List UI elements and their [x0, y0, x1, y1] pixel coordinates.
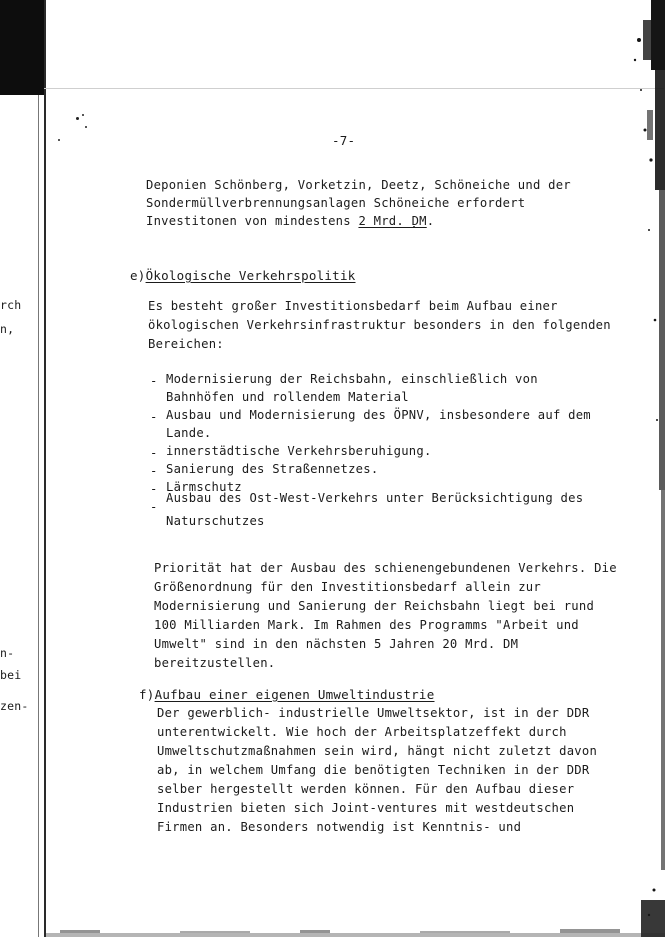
- page-edge-line: [38, 95, 39, 937]
- text-line: selber hergestellt werden können. Für den Aufbau dieser: [157, 782, 575, 796]
- list-item-line: Naturschutzes: [166, 514, 265, 528]
- text-line: Umweltschutzmaßnahmen sein wird, hängt nicht zuletzt davon: [157, 744, 598, 758]
- scan-fold-line: [44, 88, 664, 89]
- text-line: Sondermüllverbrennungsanlagen Schöneiche erfordert: [146, 196, 526, 210]
- bullet-marker: -: [150, 482, 158, 496]
- list-item-line: Ausbau des Ost-West-Verkehrs unter Berücksichtigung des: [166, 491, 584, 505]
- section-title: Aufbau einer eigenen Umweltindustrie: [154, 687, 435, 702]
- text-line: unterentwickelt. Wie hoch der Arbeitsplatzeffekt durch: [157, 725, 567, 739]
- bullet-marker: -: [150, 374, 158, 388]
- text-line: bereitzustellen.: [154, 656, 276, 670]
- text-line: Größenordnung für den Investitionsbedarf allein zur: [154, 580, 541, 594]
- text-run: .: [426, 214, 435, 228]
- scan-shadow: [0, 0, 44, 95]
- margin-fragment: bei: [0, 668, 22, 682]
- text-line: Der gewerblich- industrielle Umweltsektor, ist in der DDR: [157, 706, 590, 720]
- page-number: -7-: [332, 133, 356, 148]
- scan-speck: [82, 114, 84, 116]
- margin-fragment: n-: [0, 646, 15, 660]
- bullet-marker: -: [150, 500, 158, 514]
- section-heading: [130, 269, 356, 283]
- margin-fragment: n,: [0, 322, 15, 336]
- text-line: Firmen an. Besonders notwendig ist Kenntnis- und: [157, 820, 522, 834]
- text-line: ab, in welchem Umfang die benötigten Techniken in der DDR: [157, 763, 590, 777]
- text-line: Bereichen:: [148, 337, 224, 351]
- list-item-line: innerstädtische Verkehrsberuhigung.: [166, 444, 432, 458]
- list-item-line: Lärmschutz: [166, 480, 242, 494]
- investment-amount: 2 Mrd. DM: [358, 214, 427, 228]
- list-item-line: Modernisierung der Reichsbahn, einschließlich von: [166, 372, 538, 386]
- section-label: e): [130, 268, 146, 283]
- bottom-edge-noise: [0, 927, 665, 937]
- margin-fragment: zen-: [0, 699, 29, 713]
- list-item-line: Ausbau und Modernisierung des ÖPNV, insbesondere auf dem: [166, 408, 591, 422]
- text-line: [146, 214, 434, 228]
- section-label: f): [139, 687, 155, 702]
- text-run: Investitonen von mindestens: [146, 214, 359, 228]
- scan-speck: [85, 126, 87, 128]
- list-item-line: Bahnhöfen und rollendem Material: [166, 390, 409, 404]
- scan-speck: [58, 139, 60, 141]
- list-item-line: Sanierung des Straßennetzes.: [166, 462, 379, 476]
- text-line: ökologischen Verkehrsinfrastruktur besonders in den folgenden: [148, 318, 611, 332]
- bullet-marker: -: [150, 410, 158, 424]
- text-line: Es besteht großer Investitionsbedarf beim Aufbau einer: [148, 299, 558, 313]
- margin-fragment: rch: [0, 298, 22, 312]
- page-edge: [44, 0, 46, 937]
- section-title: Ökologische Verkehrspolitik: [145, 268, 356, 283]
- bullet-marker: -: [150, 464, 158, 478]
- text-line: Priorität hat der Ausbau des schienengebundenen Verkehrs. Die: [154, 561, 617, 575]
- text-line: Umwelt" sind in den nächsten 5 Jahren 20 Mrd. DM: [154, 637, 519, 651]
- text-line: Deponien Schönberg, Vorketzin, Deetz, Schöneiche und der: [146, 178, 571, 192]
- list-item-line: Lande.: [166, 426, 212, 440]
- bullet-marker: -: [150, 446, 158, 460]
- right-edge-noise: [621, 0, 665, 937]
- text-line: Industrien bieten sich Joint-ventures mit westdeutschen: [157, 801, 575, 815]
- text-line: Modernisierung und Sanierung der Reichsbahn liegt bei rund: [154, 599, 595, 613]
- section-heading: [139, 688, 435, 702]
- scan-speck: [76, 117, 79, 120]
- text-line: 100 Milliarden Mark. Im Rahmen des Programms "Arbeit und: [154, 618, 579, 632]
